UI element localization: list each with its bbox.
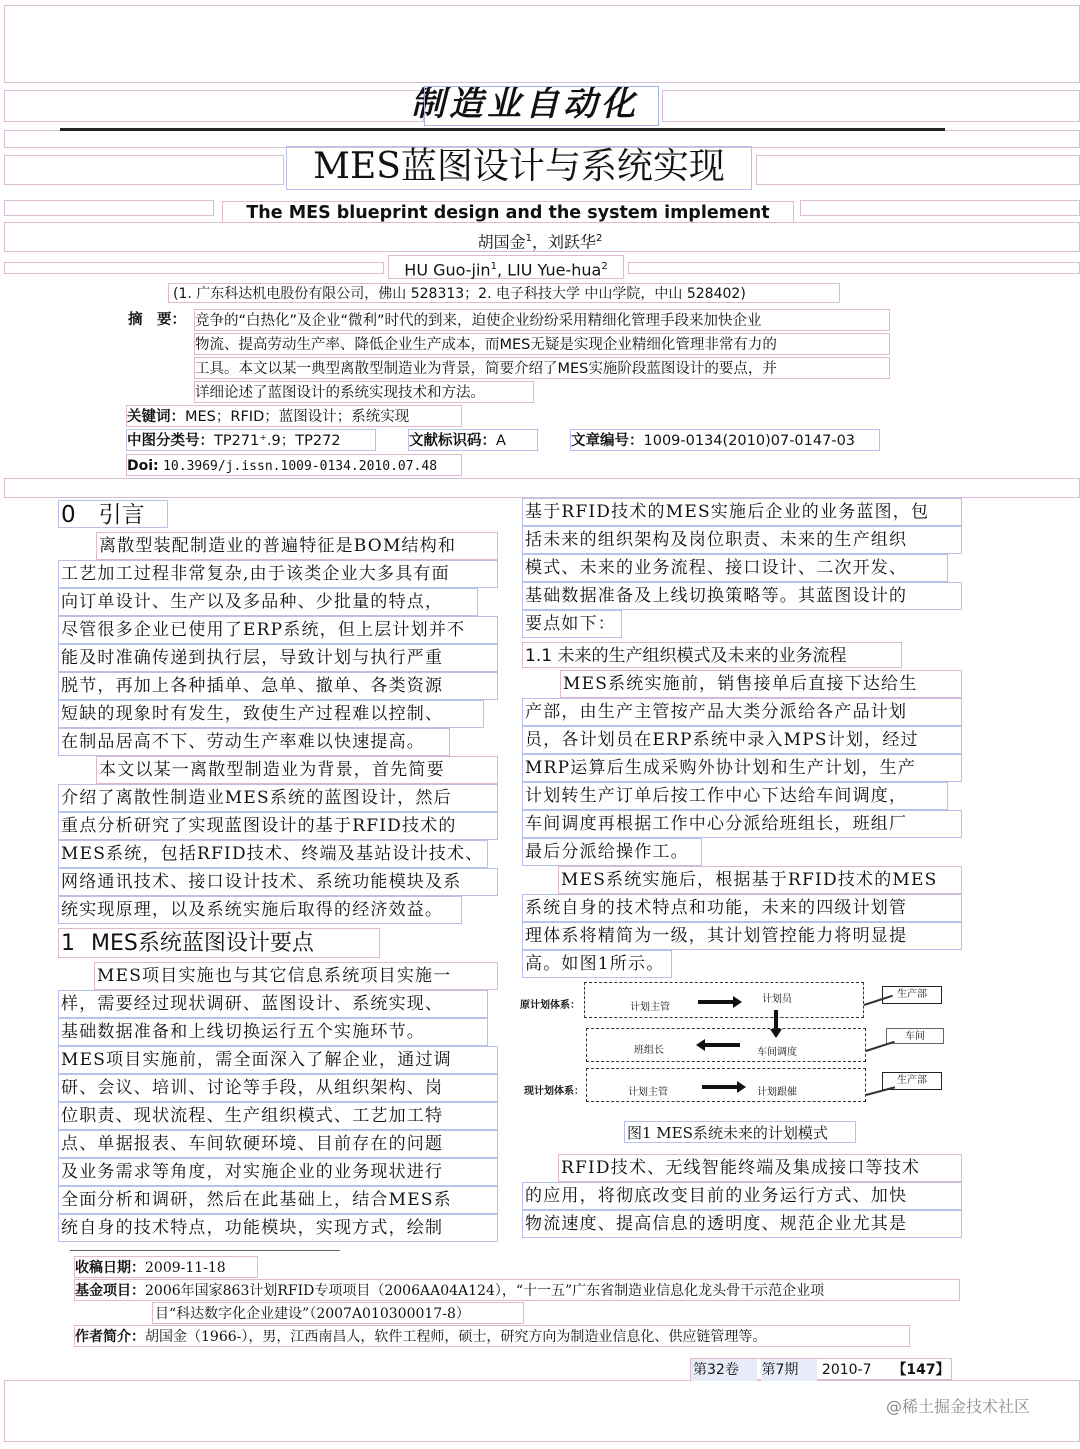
doi-label: Doi: bbox=[127, 458, 159, 474]
overlay-box bbox=[4, 5, 1080, 83]
body-line: 括未来的组织架构及岗位职责、未来的生产组织 bbox=[522, 526, 962, 554]
body-line: 位职责、现状流程、生产组织模式、工艺加工特 bbox=[58, 1102, 498, 1130]
figure-tag: 车间 bbox=[886, 1028, 944, 1044]
figure-node: 计划主管 bbox=[630, 1002, 670, 1013]
body-line: 模式、未来的业务流程、接口设计、二次开发、 bbox=[522, 554, 948, 582]
arrow-left-icon bbox=[704, 1043, 740, 1047]
arrow-right-icon bbox=[702, 1085, 738, 1089]
abstract-label: 摘 要： bbox=[128, 312, 186, 328]
figure-connector bbox=[866, 1041, 895, 1052]
issue: 第7期 bbox=[761, 1359, 817, 1381]
body-line: 工艺加工过程非常复杂,由于该类企业大多具有面 bbox=[58, 560, 498, 588]
abstract-line: 工具。本文以某一典型离散型制造业为背景，简要介绍了MES实施阶段蓝图设计的要点，并 bbox=[194, 357, 890, 379]
body-line: MES系统，包括RFID技术、终端及基站设计技术、 bbox=[58, 840, 488, 868]
received-date bbox=[74, 1256, 258, 1278]
body-line: 计划转生产订单后按工作中心下达给车间调度， bbox=[522, 782, 948, 810]
section-heading-0: 0 引言 bbox=[58, 500, 168, 528]
body-line: 基础数据准备和上线切换运行五个实施环节。 bbox=[58, 1018, 488, 1046]
body-line: 尽管很多企业已使用了ERP系统，但上层计划并不 bbox=[58, 616, 498, 644]
arrow-down-icon bbox=[774, 1010, 778, 1030]
body-line: MES项目实施前，需全面深入了解企业，通过调 bbox=[58, 1046, 498, 1074]
received-value: 2009-11-18 bbox=[145, 1260, 226, 1276]
fund-line-2: 目“科达数字化企业建设”（2007A010300017-8） bbox=[152, 1302, 524, 1324]
body-line: MES项目实施也与其它信息系统项目实施一 bbox=[94, 962, 498, 990]
body-line: 系统自身的技术特点和功能，未来的四级计划管 bbox=[522, 894, 962, 922]
received-label: 收稿日期： bbox=[75, 1260, 145, 1276]
body-line: 物流速度、提高信息的透明度、规范企业尤其是 bbox=[522, 1210, 962, 1238]
figure-label-old-plan: 原计划体系： bbox=[520, 1000, 580, 1011]
subsection-heading-1-1: 1.1 未来的生产组织模式及未来的业务流程 bbox=[522, 642, 902, 668]
overlay-box bbox=[662, 90, 1080, 122]
page-footer bbox=[690, 1358, 952, 1380]
overlay-box bbox=[4, 200, 214, 216]
body-line: 员，各计划员在ERP系统中录入MPS计划，经过 bbox=[522, 726, 962, 754]
figure-tag: 生产部 bbox=[882, 986, 942, 1004]
body-line: 产部，由生产主管按产品大类分派给各产品计划 bbox=[522, 698, 962, 726]
body-line: 在制品居高不下、劳动生产率难以快速提高。 bbox=[58, 728, 450, 756]
fund-project bbox=[74, 1279, 960, 1301]
figure-node: 车间调度 bbox=[757, 1047, 797, 1058]
section-title: MES系统蓝图设计要点 bbox=[91, 931, 314, 956]
overlay-box bbox=[628, 262, 1080, 274]
body-line: 基于RFID技术的MES实施后企业的业务蓝图，包 bbox=[522, 498, 962, 526]
overlay-box bbox=[4, 478, 1080, 498]
paper-title-en: The MES blueprint design and the system implement bbox=[222, 201, 794, 223]
body-line: 点、单据报表、车间软硬环境、目前存在的问题 bbox=[58, 1130, 498, 1158]
body-line: 高。如图1所示。 bbox=[522, 950, 672, 978]
figure-label-new-plan: 现计划体系： bbox=[524, 1086, 584, 1097]
article-number: 文章编号：1009-0134(2010)07-0147-03 bbox=[570, 429, 880, 451]
body-line: 能及时准确传递到执行层，导致计划与执行严重 bbox=[58, 644, 498, 672]
body-line: 统实现原理，以及系统实施后取得的经济效益。 bbox=[58, 896, 462, 924]
body-line: 短缺的现象时有发生，致使生产过程难以控制、 bbox=[58, 700, 484, 728]
header-rule bbox=[60, 128, 945, 131]
overlay-box bbox=[4, 90, 424, 122]
journal-logo: 制造业自动化 bbox=[411, 84, 639, 124]
body-line: 及业务需求等角度，对实施企业的业务现状进行 bbox=[58, 1158, 498, 1186]
author-2-cn: 刘跃华 bbox=[548, 232, 597, 252]
paper-title-cn: MES蓝图设计与系统实现 bbox=[286, 146, 752, 190]
author-1-cn: 胡国金 bbox=[477, 232, 526, 252]
volume: 第32卷 bbox=[691, 1359, 757, 1381]
document-code: 文献标识码：A bbox=[408, 429, 538, 451]
body-line: 车间调度再根据工作中心分派给班组长，班组厂 bbox=[522, 810, 962, 838]
body-line: 统自身的技术特点，功能模块，实现方式，绘制 bbox=[58, 1214, 498, 1242]
section-heading-1 bbox=[58, 928, 380, 958]
abstract-line: 物流、提高劳动生产率、降低企业生产成本，而MES无疑是实现企业精细化管理非常有力的 bbox=[194, 333, 890, 355]
body-line: 离散型装配制造业的普遍特征是BOM结构和 bbox=[96, 532, 498, 560]
overlay-box bbox=[4, 155, 284, 185]
body-line: 网络通讯技术、接口设计技术、系统功能模块及系 bbox=[58, 868, 498, 896]
author-bio-value: 胡国金（1966-），男，江西南昌人，软件工程师，硕士，研究方向为制造业信息化、供应链管理等。 bbox=[145, 1329, 767, 1345]
body-line: 本文以某一离散型制造业为背景，首先简要 bbox=[96, 756, 498, 784]
figure-node: 计划主管 bbox=[628, 1087, 668, 1098]
abstract-line: 竞争的“白热化”及企业“微利”时代的到来，迫使企业纷纷采用精细化管理手段来加快企业 bbox=[194, 309, 890, 331]
authors-en: HU Guo-jin$^1$, LIU Yue-hua$^2$ bbox=[388, 255, 624, 279]
body-line: MES系统实施后，根据基于RFID技术的MES bbox=[558, 866, 962, 894]
body-line: 全面分析和调研，然后在此基础上，结合MES系 bbox=[58, 1186, 498, 1214]
body-line: 基础数据准备及上线切换策略等。其蓝图设计的 bbox=[522, 582, 962, 610]
author-bio bbox=[74, 1325, 910, 1347]
keywords-label: 关键词： bbox=[127, 409, 185, 425]
body-line: RFID技术、无线智能终端及集成接口等技术 bbox=[558, 1154, 962, 1182]
body-line: 最后分派给操作工。 bbox=[522, 838, 702, 866]
body-line: 重点分析研究了实现蓝图设计的基于RFID技术的 bbox=[58, 812, 498, 840]
authors-cn: 胡国金$^1$，刘跃华$^2$ bbox=[477, 232, 603, 252]
body-line: 向订单设计、生产以及多品种、少批量的特点， bbox=[58, 588, 478, 616]
overlay-box bbox=[4, 262, 384, 274]
overlay-box bbox=[756, 155, 1080, 185]
body-line: 脱节，再加上各种插单、急单、撤单、各类资源 bbox=[58, 672, 498, 700]
body-line: 研、会议、培训、讨论等手段，从组织架构、岗 bbox=[58, 1074, 498, 1102]
body-line: 介绍了离散性制造业MES系统的蓝图设计，然后 bbox=[58, 784, 498, 812]
author-1-en: HU Guo-jin bbox=[404, 260, 491, 280]
keywords bbox=[126, 405, 462, 427]
arrow-right-icon bbox=[698, 1000, 734, 1004]
doi-value: 10.3969/j.issn.1009-0134.2010.07.48 bbox=[163, 459, 438, 474]
figure-tag: 生产部 bbox=[882, 1072, 942, 1090]
figure-connector bbox=[866, 1086, 895, 1096]
fund-line-1: 2006年国家863计划RFID专项项目（2006AA04A124），“十一五”广东省制造业信息化龙头骨干示范企业项 bbox=[145, 1283, 825, 1299]
watermark: @稀土掘金技术社区 bbox=[886, 1397, 1031, 1416]
fund-label: 基金项目： bbox=[75, 1283, 145, 1299]
body-line: 要点如下： bbox=[522, 610, 622, 638]
figure-node: 班组长 bbox=[634, 1045, 664, 1056]
body-line: 的应用，将彻底改变目前的业务运行方式、加快 bbox=[522, 1182, 962, 1210]
footnote-rule bbox=[70, 1250, 340, 1251]
overlay-box bbox=[424, 86, 659, 126]
body-line: 样，需要经过现状调研、蓝图设计、系统实现、 bbox=[58, 990, 488, 1018]
body-line: 理体系将精简为一级，其计划管控能力将明显提 bbox=[522, 922, 962, 950]
section-number: 1 bbox=[61, 931, 75, 956]
affiliation: (1. 广东科达机电股份有限公司，佛山 528313；2. 电子科技大学 中山学院，中山 528402) bbox=[168, 283, 840, 303]
body-line: MRP运算后生成采购外协计划和生产计划，生产 bbox=[522, 754, 962, 782]
overlay-box bbox=[800, 200, 1080, 216]
author-bio-label: 作者简介： bbox=[75, 1329, 145, 1345]
body-line: MES系统实施前，销售接单后直接下达给生 bbox=[560, 670, 962, 698]
figure-node: 计划员 bbox=[762, 994, 792, 1005]
issue-date: 2010-7 bbox=[821, 1362, 872, 1378]
author-2-en: LIU Yue-hua bbox=[507, 260, 602, 280]
figure-caption: 图1 MES系统未来的计划模式 bbox=[624, 1121, 856, 1143]
page-number: 【147】 bbox=[892, 1362, 950, 1378]
figure-node: 计划跟催 bbox=[757, 1087, 797, 1098]
keywords-value: MES；RFID；蓝图设计；系统实现 bbox=[185, 409, 410, 425]
abstract-line: 详细论述了蓝图设计的系统实现技术和方法。 bbox=[194, 381, 534, 403]
doi bbox=[126, 454, 462, 476]
clc-number: 中图分类号：TP271⁺.9；TP272 bbox=[126, 429, 376, 451]
